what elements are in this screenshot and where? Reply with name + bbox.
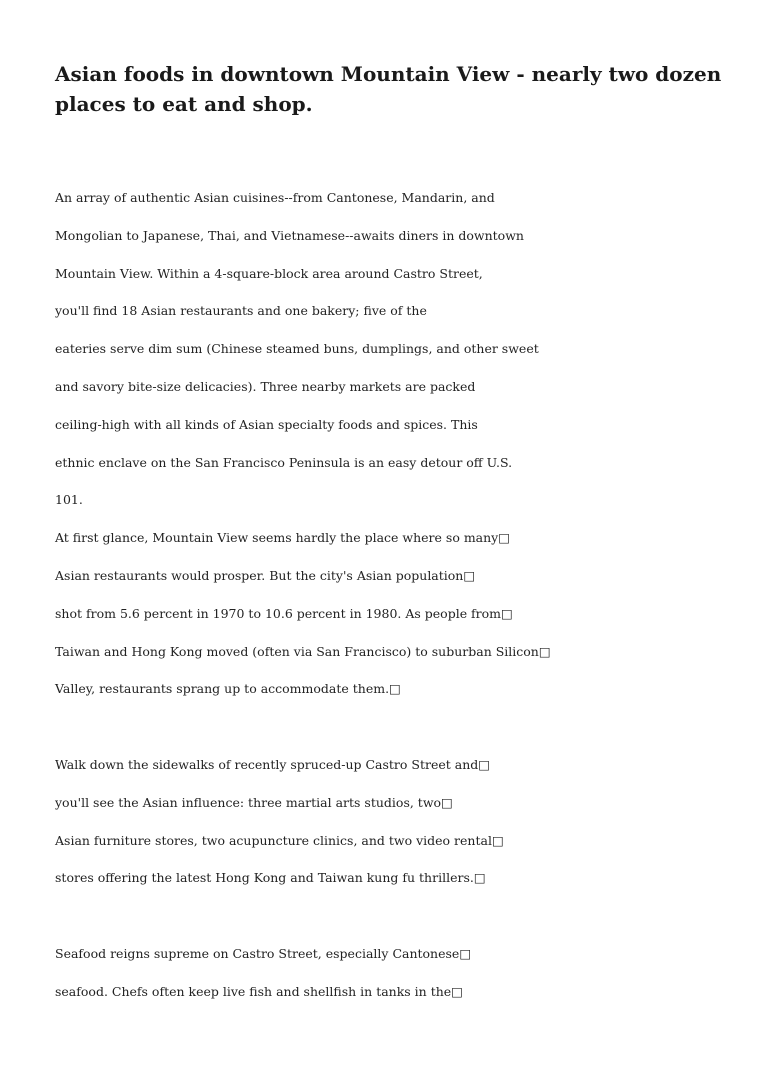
text-line: ethnic enclave on the San Francisco Peninsula is an easy detour off U.S. (55, 454, 513, 470)
text-line: Asian restaurants would prosper. But the city's Asian population□ (55, 567, 476, 583)
text-line: eateries serve dim sum (Chinese steamed buns, dumplings, and other sweet (55, 341, 539, 357)
body-text (55, 185, 755, 1017)
text-line: Asian furniture stores, two acupuncture clinics, and two video rental□ (55, 832, 504, 848)
paragraph-gap (55, 714, 755, 752)
text-line: stores offering the latest Hong Kong and Taiwan kung fu thrillers.□ (55, 870, 486, 886)
text-line: Mountain View. Within a 4-square-block area around Castro Street, (55, 265, 483, 281)
text-line: you'll find 18 Asian restaurants and one bakery; five of the (55, 303, 427, 319)
text-line: Taiwan and Hong Kong moved (often via San Francisco) to suburban Silicon□ (55, 643, 551, 659)
text-line: 101. (55, 492, 83, 508)
text-line: seafood. Chefs often keep live fish and shellfish in tanks in the□ (55, 983, 463, 999)
text-line: ceiling-high with all kinds of Asian specialty foods and spices. This (55, 416, 478, 432)
title-line-2: places to eat and shop. (55, 92, 313, 116)
text-line: Walk down the sidewalks of recently spruced-up Castro Street and□ (55, 756, 491, 772)
text-line: you'll see the Asian influence: three martial arts studios, two□ (55, 794, 453, 810)
title-line-1: Asian foods in downtown Mountain View - nearly two dozen (55, 62, 722, 86)
text-line: Seafood reigns supreme on Castro Street, especially Cantonese□ (55, 945, 472, 961)
text-line: Valley, restaurants sprang up to accommodate them.□ (55, 681, 401, 697)
text-line: shot from 5.6 percent in 1970 to 10.6 percent in 1980. As people from□ (55, 605, 513, 621)
text-line: At first glance, Mountain View seems hardly the place where so many□ (55, 530, 511, 546)
page-title (55, 59, 735, 119)
paragraph-gap (55, 903, 755, 941)
text-line: An array of authentic Asian cuisines--from Cantonese, Mandarin, and (55, 190, 495, 205)
text-line: and savory bite-size delicacies). Three nearby markets are packed (55, 378, 476, 394)
text-line: Mongolian to Japanese, Thai, and Vietnamese--awaits diners in downtown (55, 227, 524, 243)
